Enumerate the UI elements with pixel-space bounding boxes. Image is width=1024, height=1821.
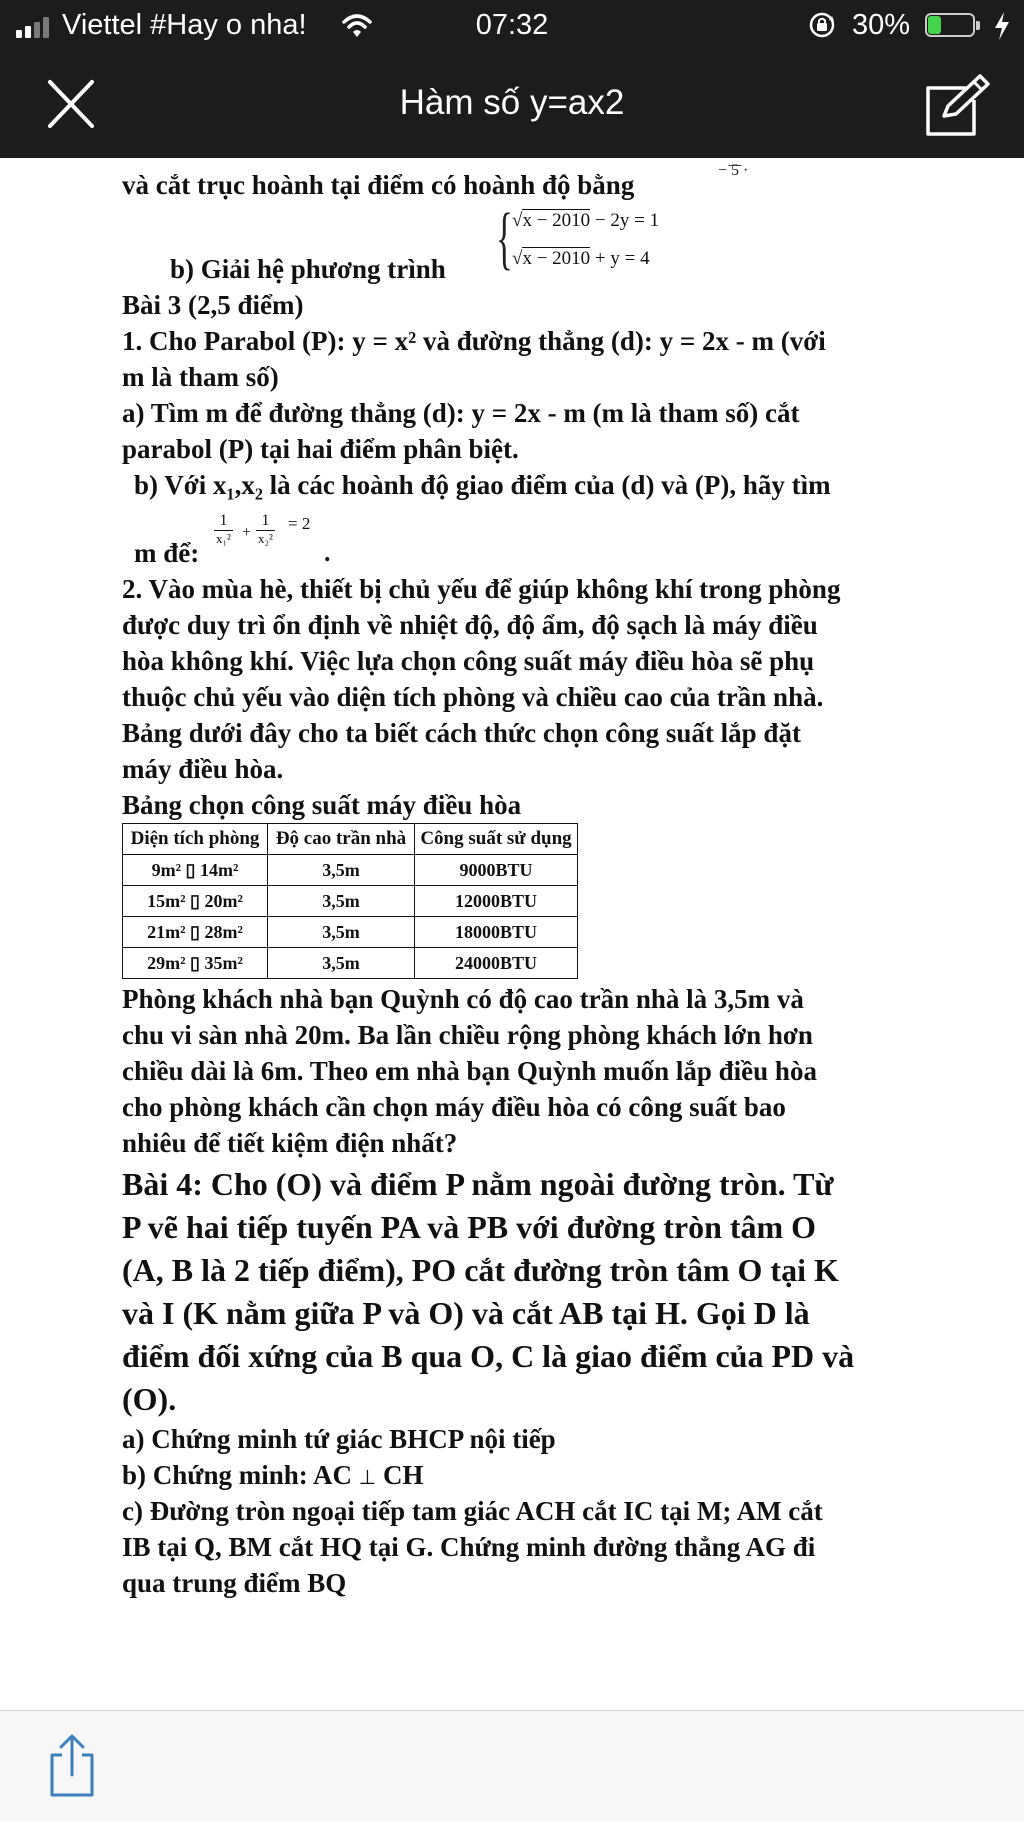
equation-1: √x − 2010 − 2y = 1 (512, 210, 660, 231)
doc-line: c) Đường tròn ngoại tiếp tam giác ACH cắt IC tại M; AM cắt (122, 1496, 823, 1526)
doc-line: (O). (122, 1381, 177, 1417)
table-header-cell: Công suất sử dụng (415, 824, 578, 855)
bottom-toolbar (0, 1710, 1024, 1821)
doc-line: b) Chứng minh: AC ⊥ CH (122, 1460, 424, 1490)
doc-line: Bảng dưới đây cho ta biết cách thức chọn công suất lắp đặt (122, 718, 801, 748)
doc-line: nhiêu để tiết kiệm điện nhất? (122, 1128, 458, 1158)
table-row (123, 886, 578, 917)
doc-line: m để: (134, 538, 200, 568)
doc-line: a) Tìm m để đường thẳng (d): y = 2x - m (m là tham số) cắt (122, 398, 800, 428)
status-bar (0, 0, 1024, 52)
ac-power-table (122, 823, 578, 979)
doc-line: điểm đối xứng của B qua O, C là giao điểm của PD và (122, 1338, 855, 1374)
doc-line: b) Giải hệ phương trình (170, 254, 446, 284)
clock: 07:32 (475, 9, 549, 41)
doc-line: IB tại Q, BM cắt HQ tại G. Chứng minh đường thẳng AG đi (122, 1532, 816, 1562)
doc-line: Bài 3 (2,5 điểm) (122, 290, 304, 320)
navigation-bar (0, 52, 1024, 158)
doc-line: P vẽ hai tiếp tuyến PA và PB với đường tròn tâm O (122, 1209, 817, 1245)
table-cell: 24000BTU (415, 948, 578, 979)
doc-line: và I (K nằm giữa P và O) và cắt AB tại H. Gọi D là (122, 1295, 810, 1331)
table-row (123, 948, 578, 979)
document-viewer[interactable] (0, 158, 1024, 1710)
doc-line: hòa không khí. Việc lựa chọn công suất máy điều hòa sẽ phụ (122, 646, 815, 676)
battery-level-fill (928, 16, 941, 34)
rotation-lock-icon (808, 11, 836, 39)
doc-line: và cắt trục hoành tại điểm có hoành độ bằng (122, 170, 635, 200)
doc-line: chiều dài là 6m. Theo em nhà bạn Quỳnh muốn lắp điều hòa (122, 1056, 817, 1086)
battery-icon (925, 13, 985, 39)
page-title: Hàm số y=ax2 (399, 83, 625, 122)
table-header-row (123, 824, 578, 855)
equation-2: √x − 2010 + y = 4 (512, 248, 650, 269)
doc-line: cho phòng khách cần chọn máy điều hòa có công suất bao (122, 1092, 786, 1122)
doc-line: được duy trì ổn định về nhiệt độ, độ ẩm, độ sạch là máy điều (122, 610, 818, 640)
equation-system (496, 200, 686, 282)
charging-bolt-icon (993, 11, 1011, 41)
doc-line: 1. Cho Parabol (P): y = x² và đường thẳng (d): y = 2x - m (với (122, 326, 826, 356)
table-cell: 9m² ▯ 14m² (123, 855, 268, 886)
table-cell: 3,5m (268, 886, 415, 917)
table-row (123, 917, 578, 948)
fraction-equation (214, 512, 334, 572)
fraction-fragment: − ̄5̄ · (718, 162, 749, 179)
table-cell: 12000BTU (415, 886, 578, 917)
doc-line: Phòng khách nhà bạn Quỳnh có độ cao trần nhà là 3,5m và (122, 984, 804, 1014)
doc-line: (A, B là 2 tiếp điểm), PO cắt đường tròn tâm O tại K (122, 1252, 839, 1288)
table-caption: Bảng chọn công suất máy điều hòa (122, 790, 522, 820)
doc-line: chu vi sàn nhà 20m. Ba lần chiều rộng phòng khách lớn hơn (122, 1020, 813, 1050)
battery-percentage: 30% (852, 9, 911, 41)
doc-line: a) Chứng minh tứ giác BHCP nội tiếp (122, 1424, 556, 1454)
carrier-name: Viettel #Hay o nha! (62, 9, 307, 41)
equals-two: = 2 (288, 514, 311, 533)
table-cell: 29m² ▯ 35m² (123, 948, 268, 979)
table-cell: 3,5m (268, 948, 415, 979)
doc-line: thuộc chủ yếu vào diện tích phòng và chiều cao của trần nhà. (122, 682, 824, 712)
period: . (324, 538, 331, 567)
table-cell: 3,5m (268, 855, 415, 886)
table-row (123, 855, 578, 886)
table-header-cell: Diện tích phòng (123, 824, 268, 855)
table-header-cell: Độ cao trần nhà (268, 824, 415, 855)
doc-line: qua trung điểm BQ (122, 1568, 347, 1598)
fraction-2: 1 x₂² (258, 512, 273, 546)
table-cell: 15m² ▯ 20m² (123, 886, 268, 917)
doc-line: 2. Vào mùa hè, thiết bị chủ yếu để giúp không khí trong phòng (122, 574, 841, 604)
plus-sign: + (242, 524, 252, 541)
doc-line: Bài 4: Cho (O) và điểm P nằm ngoài đường tròn. Từ (122, 1166, 834, 1202)
doc-line: máy điều hòa. (122, 754, 284, 784)
table-cell: 21m² ▯ 28m² (123, 917, 268, 948)
doc-line: b) Với x₁,x₂ là các hoành độ giao điểm của (d) và (P), hãy tìm (134, 470, 831, 500)
table-cell: 18000BTU (415, 917, 578, 948)
brace-symbol: { (496, 200, 513, 277)
table-cell: 9000BTU (415, 855, 578, 886)
share-button[interactable] (46, 1733, 98, 1799)
table-cell: 3,5m (268, 917, 415, 948)
edit-button[interactable] (922, 72, 994, 138)
doc-line: m là tham số) (122, 362, 279, 392)
doc-line: parabol (P) tại hai điểm phân biệt. (122, 434, 519, 464)
fraction-1: 1 x₁² (216, 512, 231, 546)
